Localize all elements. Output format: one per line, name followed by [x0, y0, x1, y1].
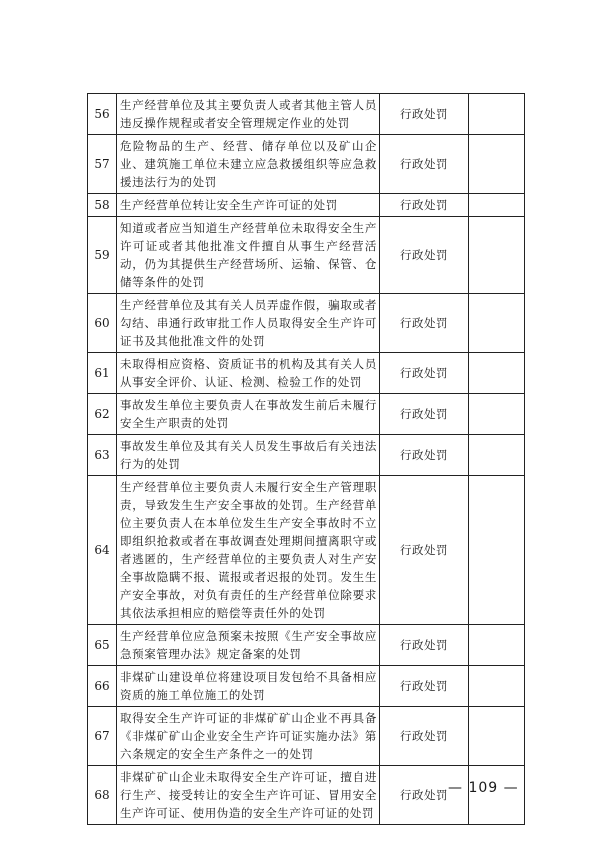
row-note — [469, 94, 525, 135]
row-note — [469, 625, 525, 666]
row-note — [469, 394, 525, 435]
row-note — [469, 435, 525, 476]
row-number: 68 — [88, 766, 117, 825]
row-note — [469, 707, 525, 766]
row-number: 65 — [88, 625, 117, 666]
row-category: 行政处罚 — [380, 217, 469, 294]
row-note — [469, 135, 525, 194]
row-description: 非煤矿山建设单位将建设项目发包给不具备相应资质的施工单位施工的处罚 — [117, 666, 380, 707]
row-note — [469, 353, 525, 394]
row-number: 61 — [88, 353, 117, 394]
table-row — [88, 194, 525, 217]
row-number: 56 — [88, 94, 117, 135]
row-number: 64 — [88, 476, 117, 625]
row-description: 取得安全生产许可证的非煤矿矿山企业不再具备《非煤矿矿山企业安全生产许可证实施办法》第六条规定的安全生产条件之一的处罚 — [117, 707, 380, 766]
row-number: 67 — [88, 707, 117, 766]
row-description: 事故发生单位及其有关人员发生事故后有关违法行为的处罚 — [117, 435, 380, 476]
row-category: 行政处罚 — [380, 135, 469, 194]
table-row — [88, 707, 525, 766]
row-category: 行政处罚 — [380, 394, 469, 435]
table-row — [88, 476, 525, 625]
row-number: 62 — [88, 394, 117, 435]
row-description: 事故发生单位主要负责人在事故发生前后未履行安全生产职责的处罚 — [117, 394, 380, 435]
row-description: 危险物品的生产、经营、储存单位以及矿山企业、建筑施工单位未建立应急救援组织等应急救援违法行为的处罚 — [117, 135, 380, 194]
table-row — [88, 135, 525, 194]
table-body — [88, 94, 525, 825]
table-row — [88, 294, 525, 353]
row-category: 行政处罚 — [380, 353, 469, 394]
row-description: 生产经营单位主要负责人未履行安全生产管理职责，导致发生生产安全事故的处罚。生产经营单位主要负责人在本单位发生生产安全事故时不立即组织抢救或者在事故调查处理期间擅离职守或者逃匿的，生产经营单位的主要负责人对生产安全事故隐瞒不报、谎报或者迟报的处罚。发生生产安全事故，对负有责任的生产经营单位除要求其依法承担相应的赔偿等责任外的处罚 — [117, 476, 380, 625]
table-row — [88, 625, 525, 666]
row-description: 知道或者应当知道生产经营单位未取得安全生产许可证或者其他批准文件擅自从事生产经营活动，仍为其提供生产经营场所、运输、保管、仓储等条件的处罚 — [117, 217, 380, 294]
row-number: 66 — [88, 666, 117, 707]
row-category: 行政处罚 — [380, 625, 469, 666]
row-category: 行政处罚 — [380, 435, 469, 476]
row-number: 57 — [88, 135, 117, 194]
table-row — [88, 666, 525, 707]
row-note — [469, 194, 525, 217]
row-description: 非煤矿矿山企业未取得安全生产许可证，擅自进行生产、接受转让的安全生产许可证、冒用安全生产许可证、使用伪造的安全生产许可证的处罚 — [117, 766, 380, 825]
penalty-table — [87, 93, 525, 825]
row-number: 59 — [88, 217, 117, 294]
table-row — [88, 435, 525, 476]
row-category: 行政处罚 — [380, 476, 469, 625]
row-note — [469, 476, 525, 625]
row-description: 生产经营单位及其主要负责人或者其他主管人员违反操作规程或者安全管理规定作业的处罚 — [117, 94, 380, 135]
table-row — [88, 217, 525, 294]
row-description: 生产经营单位及其有关人员弄虚作假，骗取或者勾结、串通行政审批工作人员取得安全生产许可证书及其他批准文件的处罚 — [117, 294, 380, 353]
row-category: 行政处罚 — [380, 294, 469, 353]
table-row — [88, 394, 525, 435]
row-description: 生产经营单位转让安全生产许可证的处罚 — [117, 194, 380, 217]
row-note — [469, 294, 525, 353]
row-description: 生产经营单位应急预案未按照《生产安全事故应急预案管理办法》规定备案的处罚 — [117, 625, 380, 666]
row-note — [469, 666, 525, 707]
row-description: 未取得相应资格、资质证书的机构及其有关人员从事安全评价、认证、检测、检验工作的处罚 — [117, 353, 380, 394]
row-category: 行政处罚 — [380, 94, 469, 135]
row-category: 行政处罚 — [380, 666, 469, 707]
row-category: 行政处罚 — [380, 766, 469, 825]
row-number: 60 — [88, 294, 117, 353]
page-number: — 109 — — [448, 780, 519, 796]
table-row — [88, 94, 525, 135]
row-number: 58 — [88, 194, 117, 217]
row-number: 63 — [88, 435, 117, 476]
row-category: 行政处罚 — [380, 194, 469, 217]
row-category: 行政处罚 — [380, 707, 469, 766]
row-note — [469, 217, 525, 294]
table-row — [88, 353, 525, 394]
